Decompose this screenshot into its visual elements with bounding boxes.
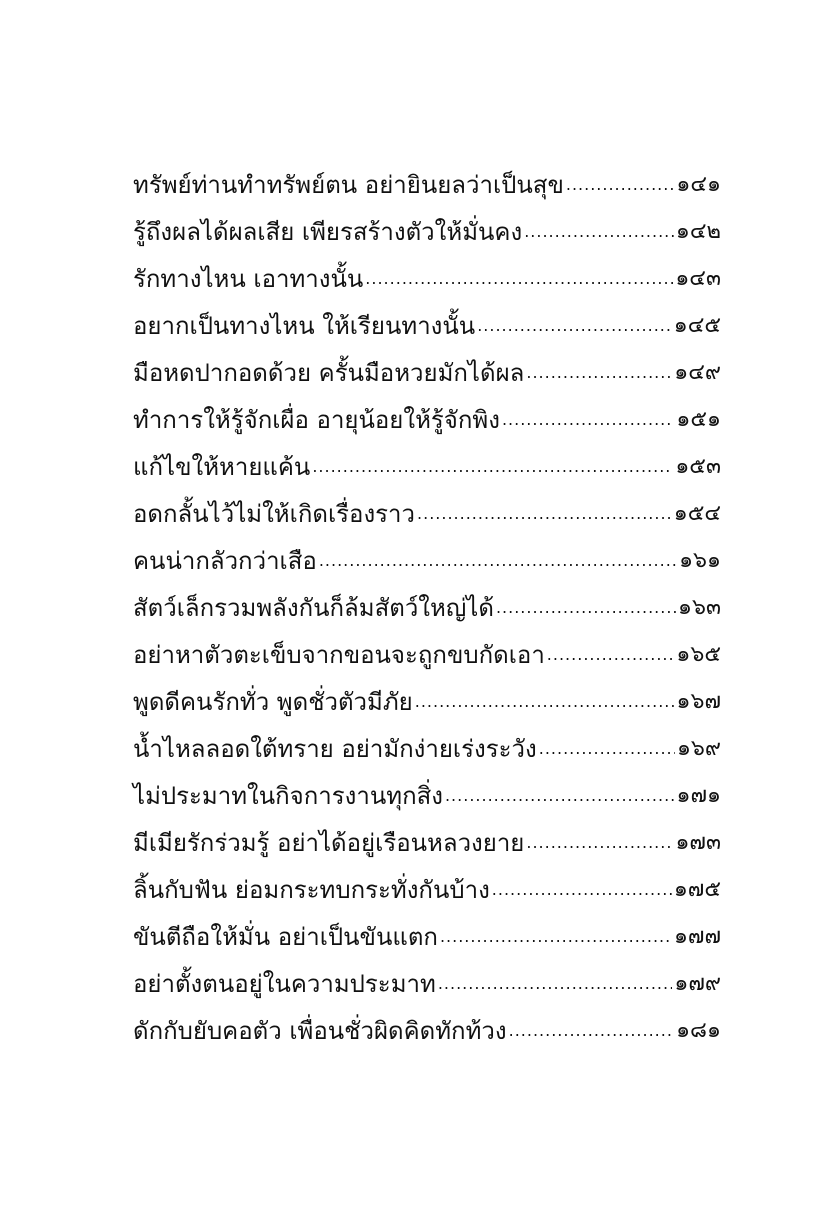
toc-entry-page: ๑๖๑ [679, 548, 721, 573]
toc-entry [133, 724, 721, 764]
toc-entry-title: รู้ถึงผลได้ผลเสีย เพียรสร้างตัวให้มั่นคง [133, 218, 523, 246]
toc-entry-page: ๑๖๗ [676, 689, 721, 714]
toc-entry [133, 395, 721, 435]
toc-entry-title: อย่าตั้งตนอยู่ในความประมาท [133, 970, 436, 998]
dot-leader [312, 456, 673, 478]
toc-entry [133, 818, 721, 858]
dot-leader [547, 644, 675, 666]
toc-entry-title: แก้ไขให้หายแค้น [133, 453, 311, 481]
toc-entry-title: ทรัพย์ท่านทำทรัพย์ตน อย่ายินยลว่าเป็นสุข [133, 171, 564, 199]
dot-leader [417, 503, 672, 525]
toc-entry-page: ๑๕๔ [673, 501, 721, 526]
toc-entry [133, 207, 721, 247]
toc-entry-title: มีเมียรักร่วมรู้ อย่าได้อยู่เรือนหลวงยาย [133, 829, 525, 857]
toc-entry-title: ขันตีถือให้มั่น อย่าเป็นขันแตก [133, 923, 438, 951]
dot-leader [477, 315, 672, 337]
toc-entry [133, 254, 721, 294]
toc-entry-title: ดักกับยับคอตัว เพื่อนชั่วผิดคิดทักท้วง [133, 1017, 507, 1045]
toc-entry-page: ๑๔๑ [676, 172, 721, 197]
dot-leader [502, 409, 674, 431]
dot-leader [365, 268, 673, 290]
toc-entry [133, 771, 721, 811]
dot-leader [509, 1020, 674, 1042]
toc-entry-page: ๑๔๒ [675, 219, 721, 244]
dot-leader [415, 691, 675, 713]
toc-entry [133, 160, 721, 200]
dot-leader [566, 174, 675, 196]
dot-leader [539, 738, 675, 760]
toc-entry-page: ๑๗๗ [673, 924, 721, 949]
toc-entry-page: ๑๗๓ [675, 830, 721, 855]
toc-entry-title: อดกลั้นไว้ไม่ให้เกิดเรื่องราว [133, 500, 416, 528]
toc-entry-page: ๑๕๓ [675, 454, 721, 479]
toc-entry [133, 348, 721, 388]
toc-entry [133, 489, 721, 529]
toc-entry [133, 912, 721, 952]
toc-entry-page: ๑๗๙ [674, 971, 721, 996]
dot-leader [319, 550, 677, 572]
toc-entry-title: น้ำไหลลอดใต้ทราย อย่ามักง่ายเร่งระวัง [133, 735, 537, 763]
dot-leader [496, 597, 676, 619]
dot-leader [524, 221, 674, 243]
toc-entry-title: อย่าหาตัวตะเข็บจากขอนจะถูกขบกัดเอา [133, 641, 545, 669]
dot-leader [526, 362, 672, 384]
toc-entry-page: ๑๗๑ [676, 783, 721, 808]
toc-entry [133, 630, 721, 670]
toc-entry [133, 1006, 721, 1046]
toc-entry-page: ๑๘๑ [676, 1018, 721, 1043]
toc-entry [133, 583, 721, 623]
dot-leader [526, 832, 673, 854]
dot-leader [445, 785, 675, 807]
toc-entry-title: สัตว์เล็กรวมพลังกันก็ล้มสัตว์ใหญ่ได้ [133, 594, 494, 622]
dot-leader [440, 926, 672, 948]
toc-entry-title: ลิ้นกับฟัน ย่อมกระทบกระทั่งกันบ้าง [133, 876, 490, 904]
toc-entry-title: อยากเป็นทางไหน ให้เรียนทางนั้น [133, 312, 476, 340]
dot-leader [492, 879, 672, 901]
toc-entry-page: ๑๗๕ [673, 877, 721, 902]
toc-entry-page: ๑๔๙ [674, 360, 721, 385]
toc-entry [133, 959, 721, 999]
toc-entry [133, 536, 721, 576]
toc-entry [133, 865, 721, 905]
toc-entry [133, 442, 721, 482]
toc-entry-title: รักทางไหน เอาทางนั้น [133, 265, 364, 293]
toc-entry-title: ไม่ประมาทในกิจการงานทุกสิ่ง [133, 782, 443, 810]
toc-entry-page: ๑๖๙ [676, 736, 721, 761]
dot-leader [438, 973, 673, 995]
toc-entry-page: ๑๖๕ [676, 642, 721, 667]
toc-entry [133, 301, 721, 341]
toc-entry-page: ๑๕๑ [676, 407, 721, 432]
toc-entry-title: มือหดปากอดด้วย ครั้นมือหวยมักได้ผล [133, 359, 525, 387]
toc-entry-title: พูดดีคนรักทั่ว พูดชั่วตัวมีภัย [133, 688, 413, 716]
toc-entry-page: ๑๔๕ [673, 313, 721, 338]
toc-entry-page: ๑๔๓ [675, 266, 721, 291]
toc-entry-title: คนน่ากลัวกว่าเสือ [133, 547, 317, 575]
toc-entry [133, 677, 721, 717]
toc-entry-page: ๑๖๓ [678, 595, 721, 620]
toc-entry-title: ทำการให้รู้จักเผื่อ อายุน้อยให้รู้จักพิง [133, 406, 500, 434]
